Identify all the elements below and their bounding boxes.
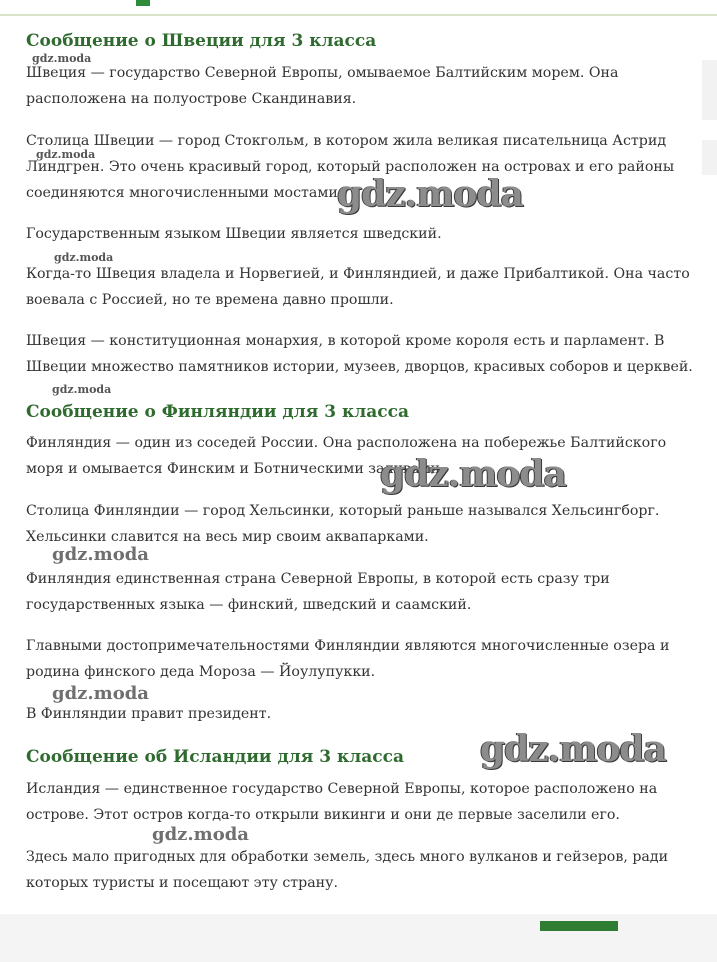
- paragraph: В Финляндии правит президент.: [26, 706, 272, 722]
- paragraph: Швеция — государство Северной Европы, омываемое Балтийским морем. Она расположена на полуострове Скандинавия.: [26, 65, 619, 107]
- paragraph: Исландия — единственное государство Северной Европы, которое расположено на острове. Этот остров когда-то открыли викинги и они де первые заселили его.: [26, 781, 658, 823]
- paragraph: Столица Финляндии — город Хельсинки, который раньше назывался Хельсингборг. Хельсинки славится на весь мир своим аквапарками.: [26, 503, 660, 545]
- paragraph: Главными достопримечательностями Финляндии являются многочисленные озера и родина финского деда Мороза — Йоулупукки.: [26, 638, 670, 680]
- paragraph: Финляндия — один из соседей России. Она расположена на побережье Балтийского моря и омывается Финским и Ботническими заливами.: [26, 435, 667, 477]
- footer-button[interactable]: [540, 921, 618, 931]
- paragraph: Швеция — конституционная монархия, в которой кроме короля есть и парламент. В Швеции множество памятников истории, музеев, дворцов, красивых соборов и церквей.: [26, 333, 693, 375]
- watermark-logo: gdz.moda: [52, 383, 112, 396]
- nav-icon[interactable]: [136, 0, 150, 6]
- paragraph: Здесь мало пригодных для обработки земель, здесь много вулканов и гейзеров, ради которых туристы и посещают эту страну.: [26, 849, 669, 891]
- sidebar-edge: [702, 60, 717, 120]
- paragraph: Когда-то Швеция владела и Норвегией, и Финляндией, и даже Прибалтикой. Она часто воевала с Россией, но те времена давно прошли.: [26, 266, 690, 308]
- top-navigation-bar: [0, 0, 717, 16]
- watermark-logo: gdz.moda: [32, 52, 92, 65]
- section-title-finland: Сообщение о Финляндии для 3 класса: [26, 402, 409, 422]
- bottom-bar: [0, 914, 717, 962]
- watermark-logo: gdz.moda: [480, 728, 666, 770]
- paragraph: Государственным языком Швеции является шведский.: [26, 226, 442, 242]
- watermark-logo: gdz.moda: [54, 251, 114, 264]
- watermark-logo: gdz.moda: [52, 683, 149, 704]
- sidebar-edge: [702, 140, 717, 175]
- watermark-logo: gdz.moda: [36, 148, 96, 161]
- section-title-iceland: Сообщение об Исландии для 3 класса: [26, 747, 405, 767]
- paragraph: Столица Швеции — город Стокгольм, в котором жила великая писательница Астрид Линдгрен. Это очень красивый город, который расположен на островах и его районы соединяются многочисленными мостами.: [26, 133, 675, 201]
- section-title-sweden: Сообщение о Швеции для 3 класса: [26, 31, 377, 51]
- watermark-logo: gdz.moda: [152, 824, 249, 845]
- watermark-logo: gdz.moda: [52, 544, 149, 565]
- paragraph: Финляндия единственная страна Северной Европы, в которой есть сразу три государственных языка — финский, шведский и саамский.: [26, 571, 610, 613]
- watermark-logo: gdz.moda: [380, 453, 566, 495]
- watermark-logo: gdz.moda: [337, 173, 523, 215]
